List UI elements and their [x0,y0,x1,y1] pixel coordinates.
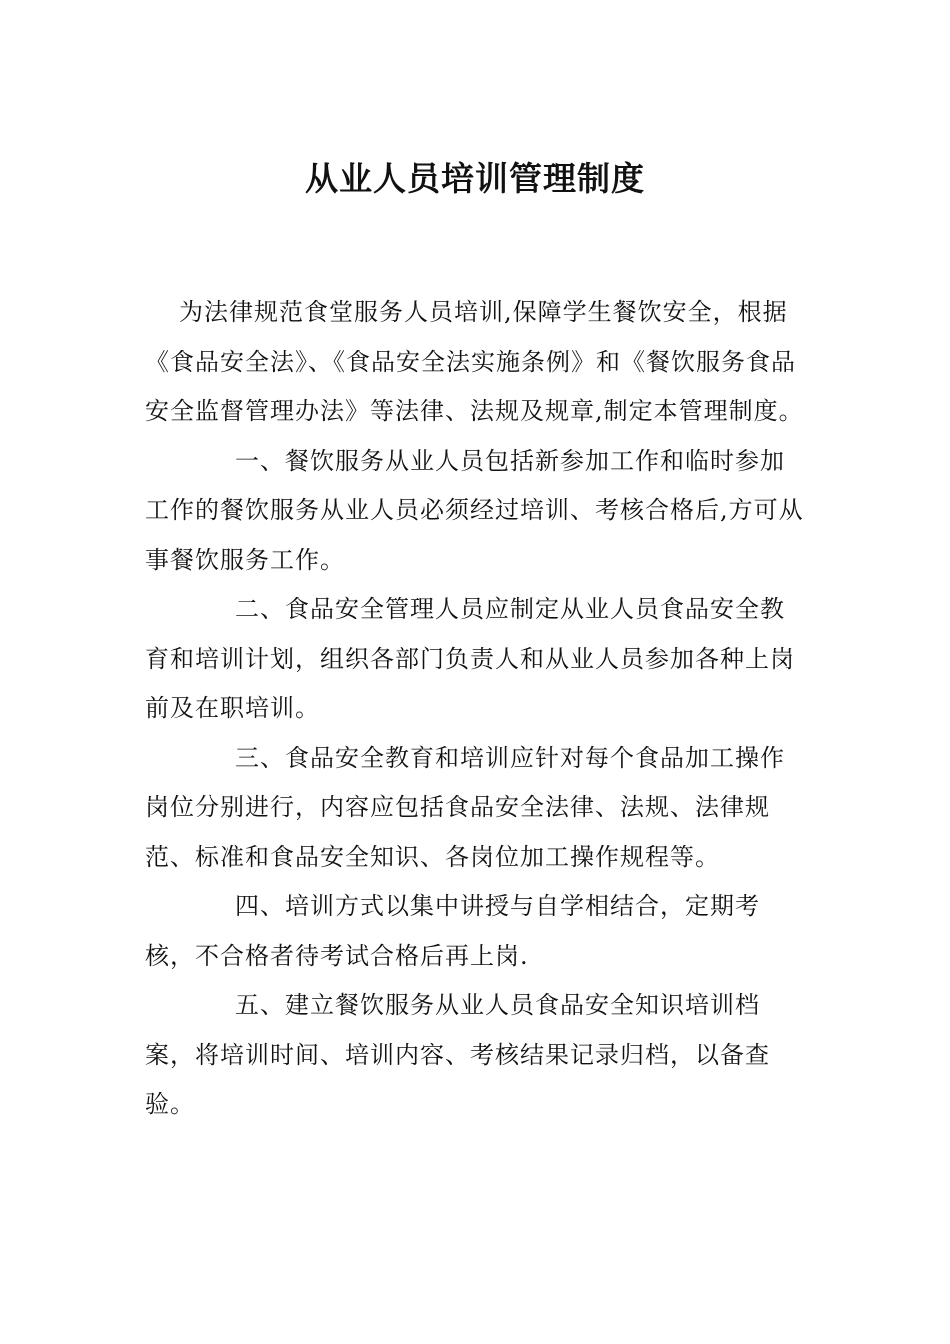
clause-3-paragraph: 三、食品安全教育和培训应针对每个食品加工操作岗位分别进行，内容应包括食品安全法律、法规、法律规范、标准和食品安全知识、各岗位加工操作规程等。 [145,743,785,871]
clause-1-paragraph: 一、餐饮服务从业人员包括新参加工作和临时参加工作的餐饮服务从业人员必须经过培训、考核合格后,方可从事餐饮服务工作。 [145,446,804,574]
document-body [145,288,807,1130]
intro-paragraph: 为法律规范食堂服务人员培训,保障学生餐饮安全，根据《食品安全法》、《食品安全法实施条例》和《餐饮服务食品安全监督管理办法》等法律、法规及规章,制定本管理制度。 [145,298,804,425]
clause-4-paragraph: 四、培训方式以集中讲授与自学相结合，定期考核，不合格者待考试合格后再上岗. [145,892,760,970]
clause-5-paragraph: 五、建立餐饮服务从业人员食品安全知识培训档案，将培训时间、培训内容、考核结果记录归档，以备查验。 [145,991,770,1118]
document-title: 从业人员培训管理制度 [305,159,645,198]
clause-2-paragraph: 二、食品安全管理人员应制定从业人员食品安全教育和培训计划，组织各部门负责人和从业人员参加各种上岗前及在职培训。 [145,595,795,722]
